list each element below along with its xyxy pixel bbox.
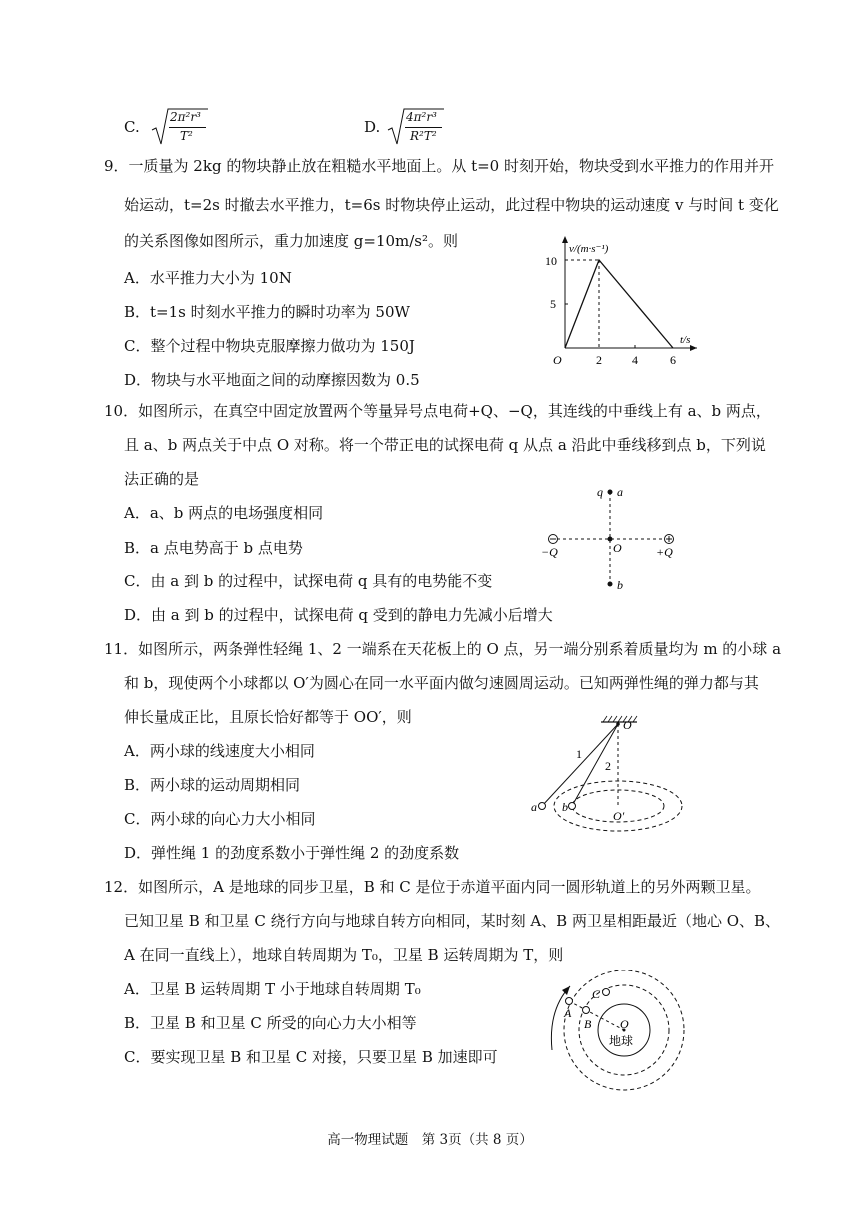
option-d-label: D. bbox=[364, 118, 381, 136]
orbit-label-B: B bbox=[584, 1017, 592, 1031]
rope-label-O: O bbox=[623, 718, 632, 732]
ball-a-icon bbox=[539, 803, 546, 810]
q10-option-d: D．由 a 到 b 的过程中，试探电荷 q 受到的静电力先减小后增大 bbox=[124, 606, 553, 624]
vt-xtick-4: 4 bbox=[632, 353, 638, 367]
charges-figure bbox=[535, 478, 695, 598]
charges-label-posQ: +Q bbox=[656, 545, 673, 559]
q12-option-b: B．卫星 B 和卫星 C 所受的向心力大小相等 bbox=[124, 1014, 417, 1032]
option-d-fraction-bar bbox=[405, 127, 442, 128]
q11-option-a: A．两小球的线速度大小相同 bbox=[124, 742, 315, 760]
ball-b-icon bbox=[569, 803, 576, 810]
rope-figure bbox=[525, 712, 695, 852]
vt-y-axis-label: v/(m·s⁻¹) bbox=[569, 243, 609, 255]
q12-line1: 12．如图所示，A 是地球的同步卫星，B 和 C 是位于赤道平面内同一圆形轨道上的另外两颗卫星。 bbox=[104, 878, 761, 896]
q11-option-c: C．两小球的向心力大小相同 bbox=[124, 810, 316, 828]
q9-line1: 9．一质量为 2kg 的物块静止放在粗糙水平地面上。从 t=0 时刻开始，物块受到水平推力的作用并开 bbox=[104, 157, 774, 175]
q9-line2: 始运动，t=2s 时撤去水平推力，t=6s 时物块停止运动，此过程中物块的运动速度 v 与时间 t 变化 bbox=[124, 196, 779, 214]
satellite-a-icon bbox=[566, 998, 573, 1005]
orbit-figure bbox=[540, 970, 700, 1100]
vt-line bbox=[565, 260, 673, 348]
option-d-denominator: R²T² bbox=[410, 129, 437, 143]
q10-line2: 且 a、b 两点关于中点 O 对称。将一个带正电的试探电荷 q 从点 a 沿此中垂线移到点 b，下列说 bbox=[124, 436, 766, 454]
q9-option-c: C．整个过程中物块克服摩擦力做功为 150J bbox=[124, 337, 415, 355]
q12-option-a: A．卫星 B 运转周期 T 小于地球自转周期 T₀ bbox=[124, 980, 421, 998]
orbit-label-O: O bbox=[620, 1017, 629, 1031]
q9-line3: 的关系图像如图所示，重力加速度 g=10m/s²。则 bbox=[124, 232, 459, 250]
vt-ytick-5: 5 bbox=[550, 297, 556, 311]
q11-option-d: D．弹性绳 1 的劲度系数小于弹性绳 2 的劲度系数 bbox=[124, 844, 460, 862]
option-c-fraction-bar bbox=[169, 127, 206, 128]
charges-label-q: q bbox=[597, 485, 603, 499]
q9-option-d: D．物块与水平地面之间的动摩擦因数为 0.5 bbox=[124, 371, 420, 389]
option-d-numerator: 4π²r³ bbox=[406, 110, 437, 124]
q9-option-a: A．水平推力大小为 10N bbox=[124, 269, 292, 287]
rope-label-2: 2 bbox=[605, 759, 611, 773]
q10-option-a: A．a、b 两点的电场强度相同 bbox=[124, 504, 324, 522]
vt-x-axis-label: t/s bbox=[680, 334, 691, 346]
option-c-label: C. bbox=[124, 118, 140, 136]
q10-line1: 10．如图所示，在真空中固定放置两个等量异号点电荷+Q、−Q，其连线的中垂线上有 a、b 两点， bbox=[104, 402, 771, 420]
rope-label-b: b bbox=[562, 800, 568, 814]
vt-ytick-10: 10 bbox=[545, 254, 557, 268]
q11-line2: 和 b，现使两个小球都以 O′为圆心在同一水平面内做匀速圆周运动。已知两弹性绳的弹力都与其 bbox=[124, 674, 759, 692]
q10-line3: 法正确的是 bbox=[124, 470, 200, 488]
q10-option-c: C．由 a 到 b 的过程中，试探电荷 q 具有的电势能不变 bbox=[124, 572, 493, 590]
vt-xtick-2: 2 bbox=[596, 353, 602, 367]
vt-origin: O bbox=[553, 353, 562, 367]
option-c-numerator: 2π²r³ bbox=[170, 110, 201, 124]
q11-line1: 11．如图所示，两条弹性轻绳 1、2 一端系在天花板上的 O 点，另一端分别系着质量均为 m 的小球 a bbox=[104, 640, 782, 658]
satellite-c-icon bbox=[603, 989, 610, 996]
q12-option-c: C．要实现卫星 B 和卫星 C 对接，只要卫星 B 加速即可 bbox=[124, 1048, 498, 1066]
charges-label-O: O bbox=[613, 541, 622, 555]
vt-xtick-6: 6 bbox=[670, 353, 676, 367]
q11-option-b: B．两小球的运动周期相同 bbox=[124, 776, 301, 794]
charges-label-b: b bbox=[617, 578, 623, 592]
satellite-b-icon bbox=[583, 1007, 590, 1014]
q12-line2: 已知卫星 B 和卫星 C 绕行方向与地球自转方向相同，某时刻 A、B 两卫星相距最近（地心 O、B、 bbox=[124, 912, 781, 930]
vt-graph bbox=[535, 232, 715, 372]
charges-label-a: a bbox=[617, 485, 623, 499]
page-footer: 高一物理试题 第 3页（共 8 页） bbox=[327, 1132, 533, 1148]
q12-line3: A 在同一直线上），地球自转周期为 T₀，卫星 B 运转周期为 T，则 bbox=[124, 946, 564, 964]
orbit-label-earth: 地球 bbox=[609, 1034, 634, 1048]
rope-label-a: a bbox=[531, 800, 537, 814]
option-c-denominator: T² bbox=[180, 129, 193, 143]
orbit-label-C: C bbox=[592, 987, 601, 1001]
rope-label-1: 1 bbox=[576, 747, 582, 761]
q9-option-b: B．t=1s 时刻水平推力的瞬时功率为 50W bbox=[124, 303, 410, 321]
charges-label-negQ: −Q bbox=[541, 545, 558, 559]
q10-option-b: B．a 点电势高于 b 点电势 bbox=[124, 539, 303, 557]
orbit-label-A: A bbox=[564, 1006, 572, 1020]
q11-line3: 伸长量成正比，且原长恰好都等于 OO′，则 bbox=[124, 708, 412, 726]
rope-label-O-prime: O′ bbox=[613, 809, 625, 823]
